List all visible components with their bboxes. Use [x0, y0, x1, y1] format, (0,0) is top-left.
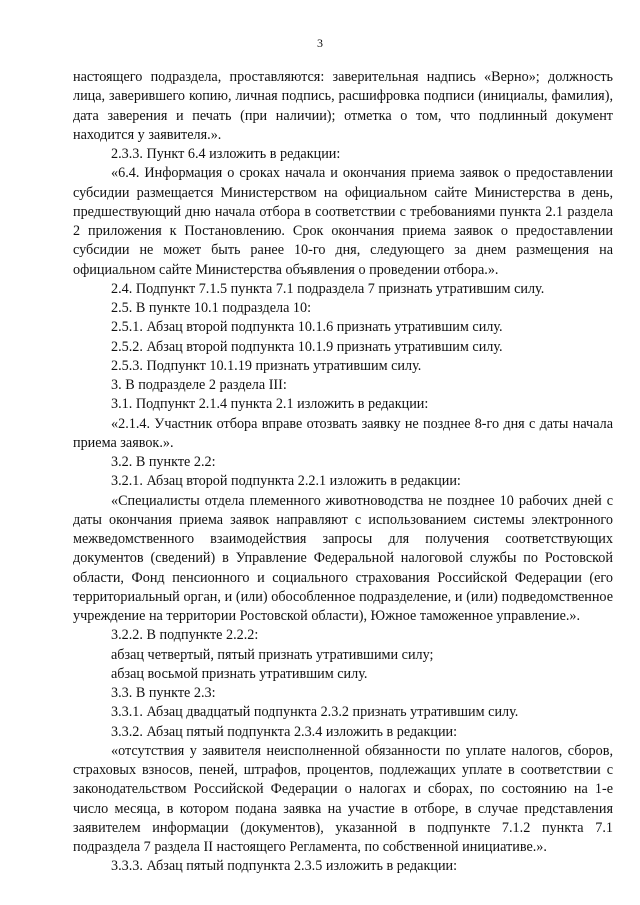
paragraph: 2.5. В пункте 10.1 подраздела 10: [111, 300, 312, 316]
paragraph: 3. В подразделе 2 раздела III: [111, 377, 287, 393]
paragraph: 2.4. Подпункт 7.1.5 пункта 7.1 подраздела 7 признать утратившим силу. [111, 280, 545, 297]
paragraph: абзац четвертый, пятый признать утратившими силу; [111, 646, 434, 663]
paragraph: 3.3.2. Абзац пятый подпункта 2.3.4 изложить в редакции: [111, 723, 458, 740]
paragraph: «отсутствия у заявителя неисполненной обязанности по уплате налогов, сборов, страховых взносов, пеней, штрафов, процентов, подлежащих уплате в соответствии с законодательством Российской Федерации о налогах и сборах, по состоянию на 1-е число месяца, в котором подана заявка на участие в отборе, в случае представления заявителем информации (документов), указанной в подпункте 7.1.2 пункта 7.1 подраздела 7 раздела II настоящего Регламента, по собственной инициативе.». [73, 742, 613, 855]
paragraph: 2.5.2. Абзац второй подпункта 10.1.9 признать утратившим силу. [111, 338, 503, 355]
paragraph: 3.3.1. Абзац двадцатый подпункта 2.3.2 признать утратившим силу. [111, 704, 519, 721]
paragraph: 3.2.2. В подпункте 2.2.2: [111, 627, 259, 644]
paragraph: абзац восьмой признать утратившим силу. [111, 665, 368, 682]
paragraph: 2.3.3. Пункт 6.4 изложить в редакции: [111, 146, 341, 162]
paragraph: «Специалисты отдела племенного животноводства не позднее 10 рабочих дней с даты окончания приема заявок направляют с использованием системы электронного межведомственного взаимодействия запросы для получения соответствующих документов (сведений) в Управление Федеральной налоговой службы по Ростовской области, Фонд пенсионного и социального страхования Российской Федерации (его территориальный орган, и (или) обособленное подразделение, и (или) подведомственное учреждение на территории Ростовской области), Южное таможенное управление.». [73, 492, 613, 624]
paragraph: 3.2.1. Абзац второй подпункта 2.2.1 изложить в редакции: [111, 473, 461, 490]
paragraph: 3.3.3. Абзац пятый подпункта 2.3.5 изложить в редакции: [111, 858, 458, 875]
paragraph: настоящего подраздела, проставляются: заверительная надпись «Верно»; должность лица, заверившего копию, личная подпись, расшифровка подписи (инициалы, фамилия), дата заверения и печать (при наличии); отметка о том, что подлинный документ находится у заявителя.». [73, 69, 613, 143]
document-body [73, 68, 613, 877]
paragraph: 3.3. В пункте 2.3: [111, 685, 216, 701]
paragraph: 3.2. В пункте 2.2: [111, 454, 216, 470]
paragraph: 2.5.1. Абзац второй подпункта 10.1.6 признать утратившим силу. [111, 319, 503, 336]
paragraph: 3.1. Подпункт 2.1.4 пункта 2.1 изложить в редакции: [111, 396, 429, 413]
page-number: 3 [317, 36, 323, 50]
paragraph: 2.5.3. Подпункт 10.1.19 признать утратившим силу. [111, 357, 422, 374]
paragraph: «2.1.4. Участник отбора вправе отозвать заявку не позднее 8-го дня с даты начала приема заявок.». [73, 415, 613, 451]
paragraph: «6.4. Информация о сроках начала и окончания приема заявок о предоставлении субсидии размещается Министерством на официальном сайте Министерства в день, предшествующий дню начала отбора в соответствии с требованиями пункта 2.1 раздела 2 приложения к Постановлению. Срок окончания приема заявок о предоставлении субсидии не может быть ранее 10-го дня, следующего за днем размещения на официальном сайте Министерства объявления о проведении отбора.». [73, 165, 613, 278]
